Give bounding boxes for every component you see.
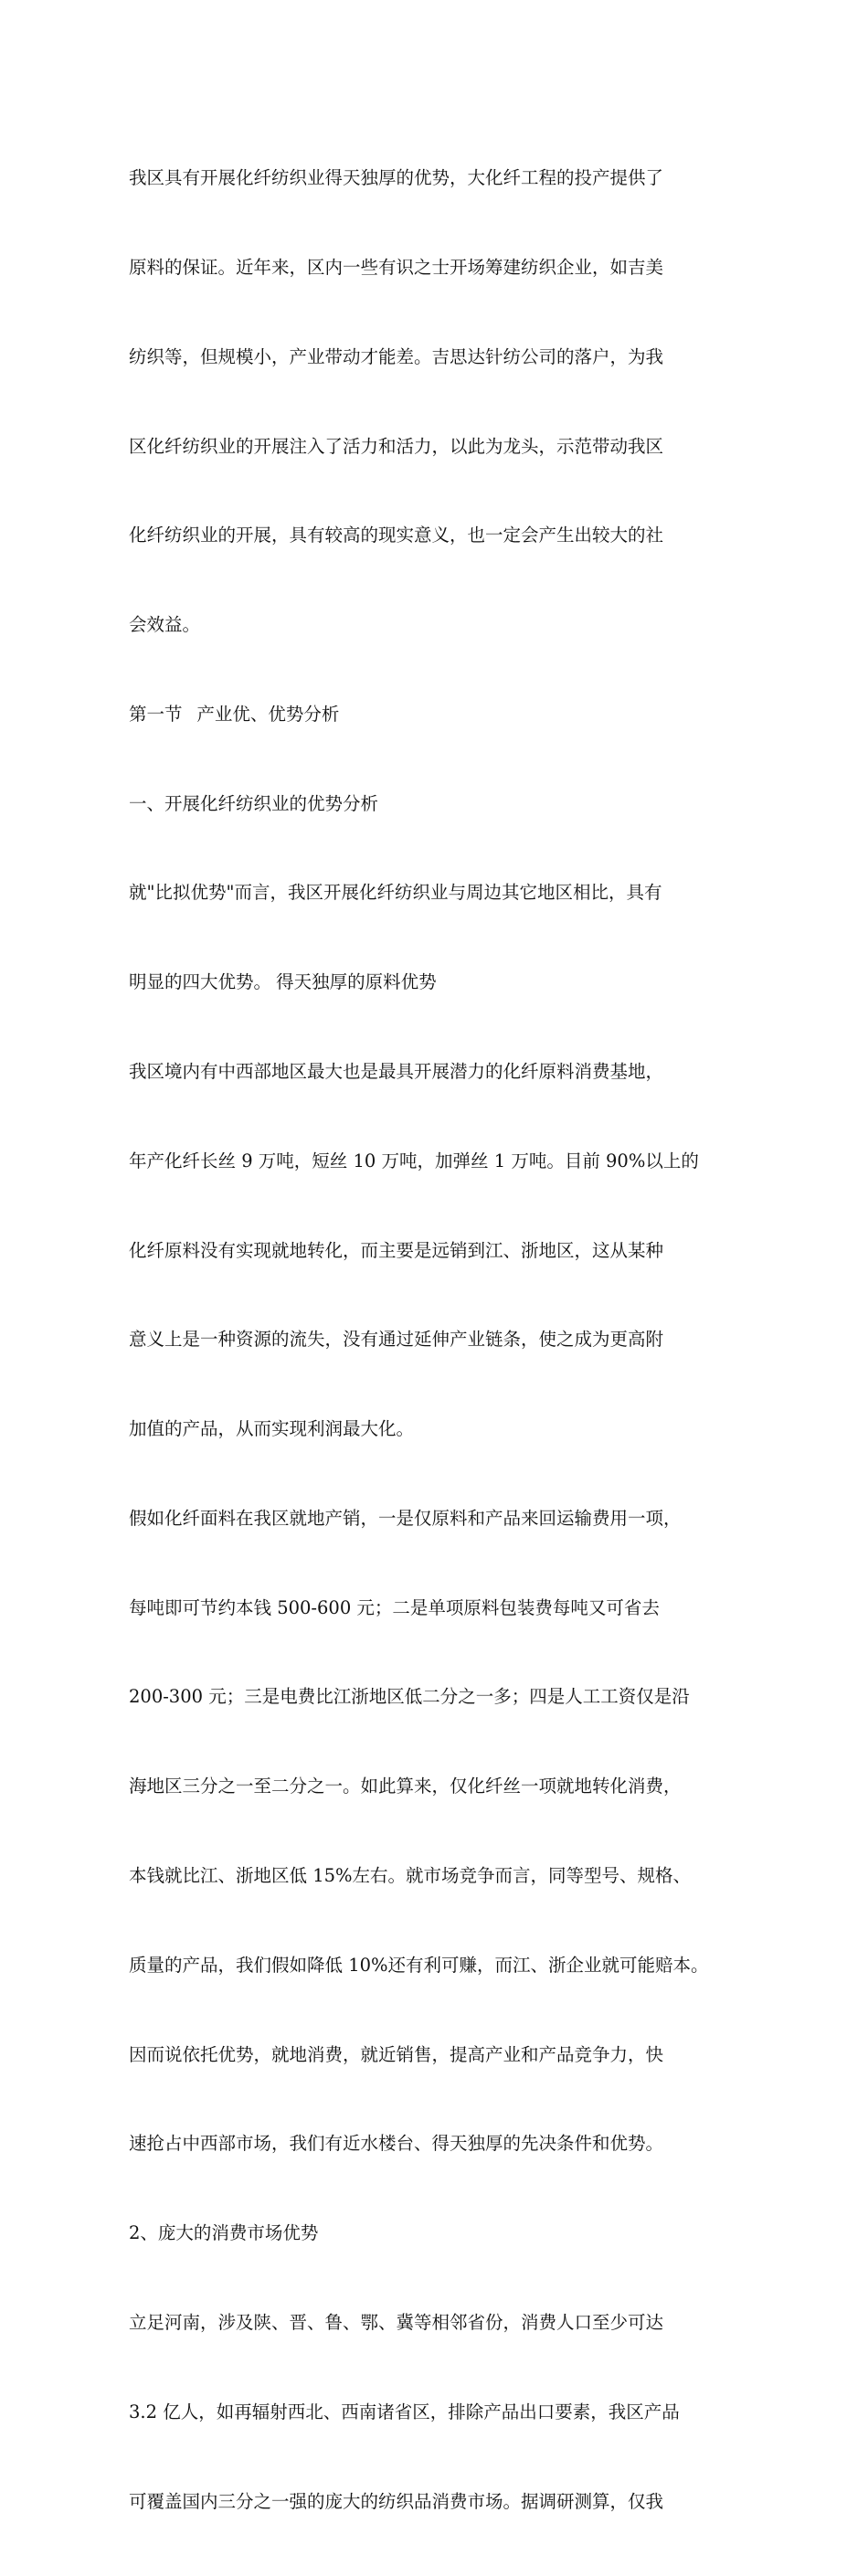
text-line: 明显的四大优势。 得天独厚的原料优势 bbox=[129, 971, 437, 993]
text-line: 区化纤纺织业的开展注入了活力和活力，以此为龙头，示范带动我区 bbox=[129, 435, 664, 457]
text-line: 年产化纤长丝 9 万吨，短丝 10 万吨，加弹丝 1 万吨。目前 90%以上的 bbox=[129, 1150, 699, 1171]
text-line: 本钱就比江、浙地区低 15%左右。就市场竞争而言，同等型号、规格、 bbox=[129, 1865, 692, 1887]
text-line: 海地区三分之一至二分之一。如此算来，仅化纤丝一项就地转化消费， bbox=[129, 1776, 682, 1797]
text-line: 200-300 元；三是电费比江浙地区低二分之一多；四是人工工资仅是沿 bbox=[129, 1686, 690, 1708]
text-line: 加值的产品，从而实现利润最大化。 bbox=[129, 1418, 415, 1440]
subsection-heading: 一、开展化纤纺织业的优势分析 bbox=[129, 792, 379, 814]
text-line: 化纤原料没有实现就地转化，而主要是远销到江、浙地区，这从某种 bbox=[129, 1239, 664, 1261]
section-heading: 第一节 产业优、优势分析 bbox=[129, 703, 340, 725]
text-line: 我区境内有中西部地区最大也是最具开展潜力的化纤原料消费基地， bbox=[129, 1061, 664, 1082]
text-line: 每吨即可节约本钱 500-600 元；二是单项原料包装费每吨又可省去 bbox=[129, 1596, 660, 1618]
text-line: 3.2 亿人，如再辐射西北、西南诸省区，排除产品出口要素，我区产品 bbox=[129, 2401, 680, 2422]
text-line: 我区具有开展化纤纺织业得天独厚的优势，大化纤工程的投产提供了 bbox=[129, 167, 664, 189]
text-line: 就"比拟优势"而言，我区开展化纤纺织业与周边其它地区相比，具有 bbox=[129, 882, 662, 904]
text-line: 速抢占中西部市场，我们有近水楼台、得天独厚的先决条件和优势。 bbox=[129, 2133, 664, 2155]
text-line: 化纤纺织业的开展，具有较高的现实意义，也一定会产生出较大的社 bbox=[129, 525, 664, 546]
text-line: 因而说依托优势，就地消费，就近销售，提高产业和产品竞争力，快 bbox=[129, 2043, 664, 2065]
text-line: 原料的保证。近年来，区内一些有识之士开场筹建纺织企业，如吉美 bbox=[129, 256, 664, 278]
text-line: 会效益。 bbox=[129, 614, 201, 636]
text-line: 纺织等，但规模小，产业带动才能差。吉思达针纺公司的落户，为我 bbox=[129, 345, 664, 367]
text-line: 假如化纤面料在我区就地产销，一是仅原料和产品来回运输费用一项， bbox=[129, 1507, 682, 1529]
text-line: 立足河南，涉及陕、晋、鲁、鄂、冀等相邻省份，消费人口至少可达 bbox=[129, 2311, 664, 2333]
text-line: 可覆盖国内三分之一强的庞大的纺织品消费市场。据调研测算，仅我 bbox=[129, 2490, 664, 2512]
text-line: 意义上是一种资源的流失，没有通过延伸产业链条，使之成为更高附 bbox=[129, 1329, 664, 1351]
text-line: 质量的产品，我们假如降低 10%还有利可赚，而江、浙企业就可能赔本。 bbox=[129, 1954, 709, 1976]
subsection-heading: 2、庞大的消费市场优势 bbox=[129, 2222, 319, 2244]
document-body bbox=[129, 104, 750, 2576]
